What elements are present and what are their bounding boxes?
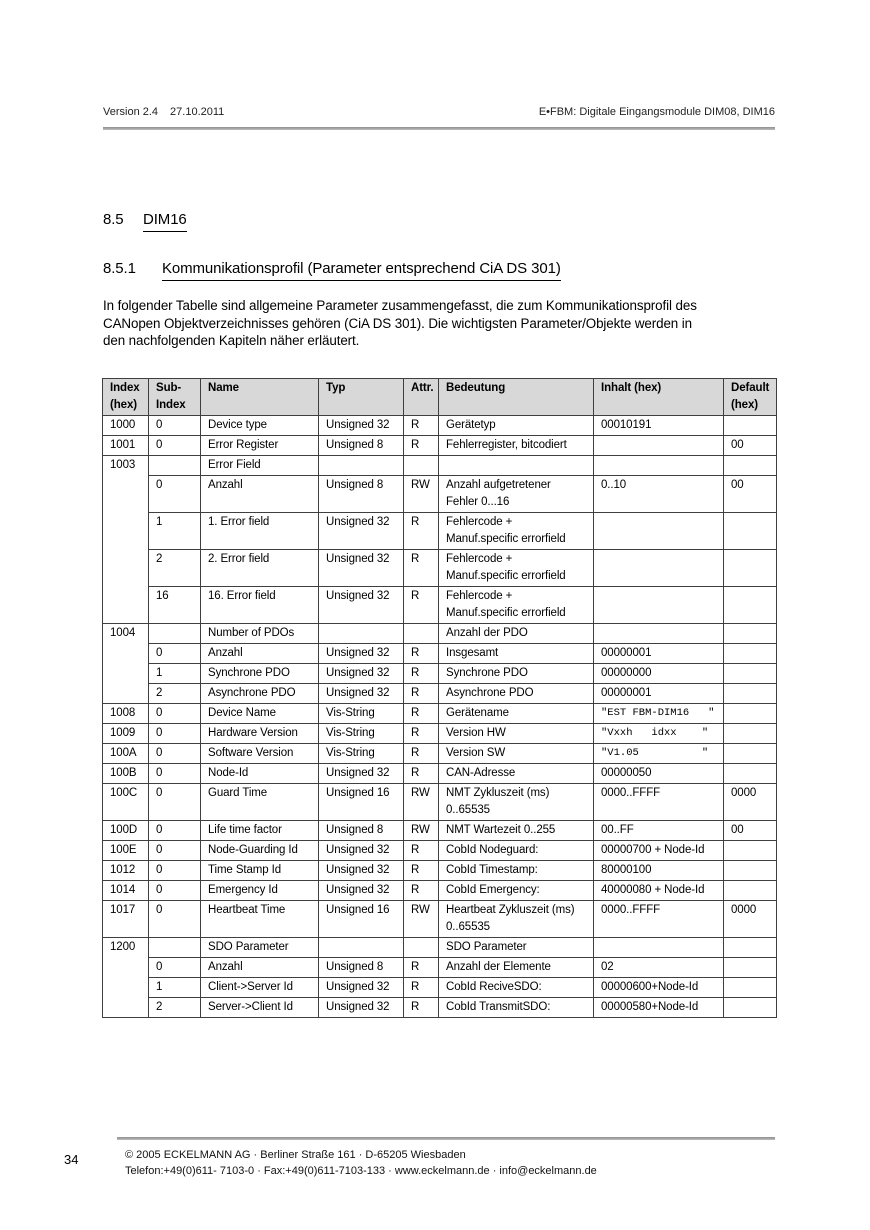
cell-inhalt: 00000700 + Node-Id [594,841,724,861]
column-header: Default (hex) [724,379,777,416]
cell-typ: Unsigned 32 [319,978,404,998]
cell-index: 1000 [103,416,149,436]
cell-inhalt: 00..FF [594,821,724,841]
cell-subindex: 0 [149,958,201,978]
cell-name: Node-Id [201,764,319,784]
cell-inhalt [594,550,724,587]
cell-typ [319,624,404,644]
cell-attr: RW [404,901,439,938]
cell-name: Anzahl [201,958,319,978]
cell-inhalt: 00000001 [594,684,724,704]
footer-rule [117,1137,775,1140]
cell-inhalt: 40000080 + Node-Id [594,881,724,901]
cell-typ: Unsigned 32 [319,550,404,587]
table-row [103,938,777,958]
cell-typ: Unsigned 8 [319,476,404,513]
table-row [103,416,777,436]
cell-attr: R [404,958,439,978]
cell-inhalt [594,456,724,476]
cell-typ: Unsigned 32 [319,684,404,704]
cell-name: Software Version [201,744,319,764]
table-header-row [103,379,777,416]
footer-copyright [125,1148,597,1179]
cell-name: Anzahl [201,476,319,513]
table-row [103,724,777,744]
cell-subindex: 0 [149,901,201,938]
cell-inhalt: 0000..FFFF [594,784,724,821]
table-row [103,998,777,1018]
cell-subindex: 1 [149,664,201,684]
cell-attr: RW [404,821,439,841]
version-label: Version 2.4 [103,106,159,118]
cell-attr: R [404,513,439,550]
column-header: Name [201,379,319,416]
cell-index: 1009 [103,724,149,744]
cell-inhalt: 0000..FFFF [594,901,724,938]
cell-typ: Unsigned 32 [319,587,404,624]
cell-bedeutung: Insgesamt [439,644,594,664]
cell-default: 0000 [724,901,777,938]
intro-line: In folgender Tabelle sind allgemeine Parameter zusammengefasst, die zum Kommunikationsprofil des [103,298,697,313]
cell-inhalt [594,436,724,456]
cell-bedeutung: CobId ReciveSDO: [439,978,594,998]
cell-default: 00 [724,436,777,456]
cell-subindex [149,624,201,644]
cell-name: Device type [201,416,319,436]
cell-bedeutung: NMT Zykluszeit (ms) 0..65535 [439,784,594,821]
cell-typ: Vis-String [319,704,404,724]
cell-name: Client->Server Id [201,978,319,998]
cell-default [724,881,777,901]
cell-index: 1001 [103,436,149,456]
table-row [103,958,777,978]
cell-subindex: 0 [149,744,201,764]
cell-inhalt: 00000001 [594,644,724,664]
intro-line: den nachfolgenden Kapiteln näher erläutert. [103,333,360,349]
table-row [103,901,777,938]
cell-default [724,550,777,587]
cell-bedeutung: CobId Timestamp: [439,861,594,881]
cell-bedeutung: CAN-Adresse [439,764,594,784]
cell-default [724,456,777,476]
cell-attr: R [404,998,439,1018]
cell-attr: R [404,841,439,861]
header-version [103,106,236,119]
table-row [103,436,777,456]
table-row [103,978,777,998]
section-title: DIM16 [143,211,187,232]
table-row [103,513,777,550]
cell-index: 1017 [103,901,149,938]
cell-attr: RW [404,476,439,513]
cell-index: 100A [103,744,149,764]
cell-index: 100C [103,784,149,821]
cell-subindex: 0 [149,881,201,901]
cell-default: 00 [724,821,777,841]
cell-attr: R [404,684,439,704]
cell-index: 100D [103,821,149,841]
column-header: Inhalt (hex) [594,379,724,416]
column-header: Bedeutung [439,379,594,416]
cell-typ: Unsigned 32 [319,881,404,901]
cell-inhalt [594,513,724,550]
cell-bedeutung: CobId TransmitSDO: [439,998,594,1018]
cell-typ: Vis-String [319,724,404,744]
intro-paragraph [103,297,793,350]
cell-attr: R [404,978,439,998]
cell-typ: Unsigned 8 [319,821,404,841]
cell-index: 1003 [103,456,149,624]
cell-bedeutung: NMT Wartezeit 0..255 [439,821,594,841]
cell-inhalt: 80000100 [594,861,724,881]
cell-inhalt [594,624,724,644]
cell-index: 1014 [103,881,149,901]
cell-inhalt: "EST FBM-DIM16 " [594,704,724,724]
copyright-line: Telefon:+49(0)611- 7103-0 · Fax:+49(0)611-7103-133 · www.eckelmann.de · info@eckelmann.de [125,1164,597,1177]
cell-inhalt: "Vxxh idxx " [594,724,724,744]
cell-subindex: 1 [149,978,201,998]
cell-name: Device Name [201,704,319,724]
column-header: Attr. [404,379,439,416]
cell-default: 00 [724,476,777,513]
cell-inhalt: 00000580+Node-Id [594,998,724,1018]
cell-subindex: 0 [149,821,201,841]
cell-inhalt: 0..10 [594,476,724,513]
header-rule [103,127,775,130]
cell-inhalt: "V1.05 " [594,744,724,764]
cell-typ: Unsigned 16 [319,901,404,938]
table-row [103,744,777,764]
table-row [103,861,777,881]
cell-index: 1200 [103,938,149,1018]
cell-name: Server->Client Id [201,998,319,1018]
cell-subindex: 0 [149,644,201,664]
cell-default [724,724,777,744]
cell-name: Node-Guarding Id [201,841,319,861]
cell-bedeutung: CobId Nodeguard: [439,841,594,861]
cell-name: 16. Error field [201,587,319,624]
cell-subindex: 0 [149,416,201,436]
cell-attr: R [404,704,439,724]
cell-default [724,416,777,436]
cell-subindex: 0 [149,861,201,881]
cell-bedeutung: Gerätename [439,704,594,724]
cell-bedeutung: Synchrone PDO [439,664,594,684]
cell-subindex: 16 [149,587,201,624]
copyright-line: © 2005 ECKELMANN AG · Berliner Straße 161 · D-65205 Wiesbaden [125,1149,466,1161]
cell-bedeutung: Fehlercode + Manuf.specific errorfield [439,513,594,550]
cell-attr: R [404,644,439,664]
cell-inhalt: 00010191 [594,416,724,436]
table-row [103,881,777,901]
cell-index: 100B [103,764,149,784]
table-row [103,841,777,861]
cell-subindex: 2 [149,998,201,1018]
cell-default [724,841,777,861]
cell-typ [319,938,404,958]
cell-default: 0000 [724,784,777,821]
cell-inhalt: 00000600+Node-Id [594,978,724,998]
section-heading-8-5-1 [103,260,561,281]
table-row [103,784,777,821]
cell-attr: R [404,764,439,784]
cell-typ: Unsigned 32 [319,998,404,1018]
cell-default [724,764,777,784]
cell-default [724,861,777,881]
version-date: 27.10.2011 [170,106,225,118]
cell-name: Hardware Version [201,724,319,744]
cell-typ: Unsigned 16 [319,784,404,821]
cell-attr: R [404,664,439,684]
cell-subindex: 2 [149,550,201,587]
cell-bedeutung: Anzahl der Elemente [439,958,594,978]
cell-attr [404,938,439,958]
cell-name: Number of PDOs [201,624,319,644]
cell-default [724,624,777,644]
table-row [103,821,777,841]
cell-typ: Unsigned 32 [319,764,404,784]
cell-attr [404,624,439,644]
cell-name: Time Stamp Id [201,861,319,881]
cell-attr: R [404,744,439,764]
cell-attr: R [404,881,439,901]
cell-name: Heartbeat Time [201,901,319,938]
cell-name: Error Register [201,436,319,456]
cell-attr: R [404,416,439,436]
cell-attr: R [404,587,439,624]
cell-bedeutung: Version SW [439,744,594,764]
cell-inhalt: 00000050 [594,764,724,784]
running-header [103,106,775,119]
cell-default [724,958,777,978]
cell-subindex [149,938,201,958]
cell-typ: Unsigned 8 [319,436,404,456]
table-row [103,704,777,724]
cell-attr: RW [404,784,439,821]
column-header: Sub- Index [149,379,201,416]
cell-name: Synchrone PDO [201,664,319,684]
table-row [103,456,777,476]
cell-index: 100E [103,841,149,861]
cell-typ: Unsigned 32 [319,513,404,550]
cell-name: Anzahl [201,644,319,664]
cell-default [724,587,777,624]
column-header: Index (hex) [103,379,149,416]
cell-typ: Unsigned 32 [319,841,404,861]
cell-attr: R [404,724,439,744]
cell-inhalt: 00000000 [594,664,724,684]
cell-bedeutung: SDO Parameter [439,938,594,958]
cell-subindex: 0 [149,724,201,744]
cell-default [724,998,777,1018]
cell-subindex: 0 [149,841,201,861]
cell-bedeutung: Fehlercode + Manuf.specific errorfield [439,550,594,587]
cell-subindex: 0 [149,704,201,724]
cell-typ [319,456,404,476]
table-row [103,684,777,704]
cell-inhalt: 02 [594,958,724,978]
section-number: 8.5.1 [103,260,136,277]
cell-inhalt [594,587,724,624]
cell-default [724,684,777,704]
cell-typ: Unsigned 32 [319,416,404,436]
cell-subindex: 0 [149,784,201,821]
cell-name: Asynchrone PDO [201,684,319,704]
cell-default [724,513,777,550]
intro-line: CANopen Objektverzeichnisses gehören (CiA DS 301). Die wichtigsten Parameter/Objekte werden in [103,315,693,331]
cell-bedeutung: Gerätetyp [439,416,594,436]
parameters-table [102,378,777,1018]
cell-bedeutung: Anzahl aufgetretener Fehler 0...16 [439,476,594,513]
section-heading-8-5 [103,211,187,232]
cell-bedeutung: Fehlerregister, bitcodiert [439,436,594,456]
table-row [103,764,777,784]
cell-default [724,978,777,998]
cell-name: Emergency Id [201,881,319,901]
cell-index: 1012 [103,861,149,881]
cell-name: Error Field [201,456,319,476]
cell-bedeutung: Asynchrone PDO [439,684,594,704]
cell-name: SDO Parameter [201,938,319,958]
cell-subindex: 2 [149,684,201,704]
header-doc-title: E•FBM: Digitale Eingangsmodule DIM08, DIM16 [538,106,775,118]
cell-default [724,704,777,724]
table-row [103,644,777,664]
cell-bedeutung: Fehlercode + Manuf.specific errorfield [439,587,594,624]
cell-attr: R [404,550,439,587]
cell-typ: Unsigned 32 [319,664,404,684]
cell-name: 1. Error field [201,513,319,550]
cell-bedeutung [439,456,594,476]
table-row [103,664,777,684]
cell-attr [404,456,439,476]
cell-name: Life time factor [201,821,319,841]
section-number: 8.5 [103,211,124,228]
cell-attr: R [404,861,439,881]
cell-default [724,744,777,764]
cell-index: 1008 [103,704,149,724]
page-number: 34 [64,1152,79,1167]
cell-typ: Unsigned 32 [319,861,404,881]
cell-typ: Unsigned 8 [319,958,404,978]
cell-subindex: 1 [149,513,201,550]
cell-default [724,644,777,664]
cell-subindex: 0 [149,764,201,784]
cell-inhalt [594,938,724,958]
cell-name: Guard Time [201,784,319,821]
cell-typ: Vis-String [319,744,404,764]
cell-default [724,664,777,684]
cell-subindex: 0 [149,436,201,456]
table-row [103,550,777,587]
table-row [103,476,777,513]
cell-attr: R [404,436,439,456]
cell-bedeutung: CobId Emergency: [439,881,594,901]
cell-bedeutung: Heartbeat Zykluszeit (ms) 0..65535 [439,901,594,938]
cell-subindex [149,456,201,476]
column-header: Typ [319,379,404,416]
cell-default [724,938,777,958]
cell-bedeutung: Anzahl der PDO [439,624,594,644]
cell-name: 2. Error field [201,550,319,587]
cell-subindex: 0 [149,476,201,513]
table-row [103,624,777,644]
table-row [103,587,777,624]
section-title: Kommunikationsprofil (Parameter entsprechend CiA DS 301) [162,260,561,281]
cell-bedeutung: Version HW [439,724,594,744]
cell-typ: Unsigned 32 [319,644,404,664]
cell-index: 1004 [103,624,149,704]
